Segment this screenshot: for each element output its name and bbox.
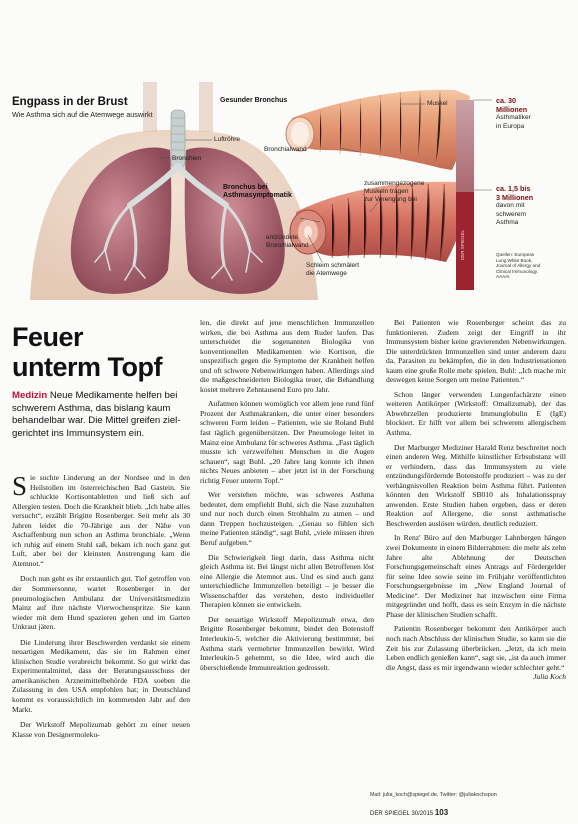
kicker: Medizin [12,390,48,401]
stat-europe [496,97,531,131]
author: Julia Koch [533,672,566,682]
stat-severe-label-2: schwerem [496,210,527,218]
paragraph: Die Linderung ihrer Beschwerden verdankt sie einem neuartigen Medikament, das sie im Rahmen einer klinischen Studie verabreicht bekommt. So gut wirkt das Experimentalmittel, dass der Beratungsausschuss der amerikanischen Arzneimittelbehörde FDA soeben die Zulassung in den USA empfohlen hat; in Deutschland kommt es voraussichtlich im kommenden Jahr auf den Markt. [12,637,190,714]
headline [12,322,162,382]
lead-paragraph [12,390,188,440]
magazine-issue: DER SPIEGEL 30/2015 [370,811,434,817]
article-column-2 [200,318,374,672]
graphic-credit: DER SPIEGEL [460,229,465,260]
stat-severe-value-2: 3 Millionen [496,192,534,202]
label-mucus-2: die Atemwege [306,270,347,277]
page-footer [370,808,448,817]
paragraph: Die Schwierigkeit liegt darin, dass Asthma nicht gleich Asthma ist. Bei längst nicht allen Betroffenen löst eine Allergie die Atemnot aus. Und es sind auch ganz unterschiedliche Immunzellen beteiligt – je besser die Wissenschaftler das verstehen, desto individueller Therapien können sie entwickeln. [200,552,374,610]
label-contracted-3: zur Verengung bei [364,196,417,203]
source-line: Clinical Immunology, [496,268,539,274]
graphic-source [496,252,540,280]
label-healthy-bronchus: Gesunder Bronchus [220,97,288,104]
label-contracted-2: Muskeln tragen [364,188,409,195]
label-inflamed-2: Bronchialwand [266,242,309,249]
paragraph: Der neuartige Wirkstoff Mepolizumab etwa, den Brigitte Rosenberger bekommt, bindet den Botenstoff Interleukin-5, welcher die Aktivierung bestimmter, bei Asthma stark vermehrter Immunzellen bewirkt. Wird Interleukin-5 gehemmt, so die Idee, wird auch die überschießende Immunreaktion gedrosselt. [200,614,374,672]
label-contracted-1: zusammengezogene [364,180,425,187]
stat-europe-value-2: Millionen [496,104,528,114]
page-number: 103 [434,808,449,817]
article-column-3 [386,318,566,682]
paragraph: Doch nun geht es ihr erstaunlich gut. Tief getroffen von der Sommersonne, wartet Rosenberger in der pneumologischen Ambulanz der Universitätsmedizin Mainz auf ihre nächste Vierwochenspritze. Sie kann wieder mit dem Hund spazieren gehen und im Garten Unkraut jäten. [12,574,190,632]
stat-europe-label-1: Asthmatiker [496,114,531,121]
stat-europe-label-2: in Europa [496,122,525,130]
paragraph: Bei Patienten wie Rosenberger scheint das zu funktionieren. Zudem zeigt der Eingriff in ihr Immunsystem bisher keine gravierenden Nebenwirkungen. Die unterdrückten Immunzellen sind unter anderem dazu da, Parasiten zu bekämpfen, die in den Industrienationen kaum eine große Rolle mehr spielen. Buhl: „Ich mache mir deswegen keine Sorgen um meine Patienten.“ [386,318,566,385]
article-column-1 [12,473,190,739]
label-mucus-1: Schleim schmälert [306,262,360,269]
label-bronchi: Bronchien [172,155,202,162]
paragraph: Patientin Rosenberger bekommt den Antikörper auch noch nach Abschluss der klinischen Studie, so kann sie die Zeit bis zur Zulassung überbrücken. „Jetzt, da ich mein Leben endlich genießen kann“, sagt sie, „ist da auch immer die Angst, dass es mir irgendwann wieder schlechter geht.“ [386,624,566,672]
headline-line-2: unterm Topf [12,352,162,382]
stat-europe-value-1: ca. 30 [496,96,516,105]
source-line: Quellen: European [496,252,535,257]
stat-severe [496,185,533,228]
paragraph: Wer verstehen möchte, was schweres Asthma bedeutet, dem empfiehlt Buhl, sich die Nase zuzuhalten und nur noch durch einen Strohhalm zu atmen – und dann Treppen hochzusteigen. „Genau so fühlen sich meine Patienten ständig“, sagt Buhl, „viele müssen ihren Beruf aufgeben.“ [200,490,374,548]
paragraph: Schon länger verwenden Lungenfachärzte einen weiteren Antikörper (Wirkstoff: Omalizumab), der das Abwehrzellen produzierte Immunglobulin E (IgE) blockiert. Er hilft vor allem bei schwerem allergischem Asthma. [386,389,566,438]
stat-severe-label-3: Asthma [496,219,519,226]
label-trachea: Luftröhre [214,136,241,143]
paragraph: Der Wirkstoff Mepolizumab gehört zu einer neuen Klasse von Designermoleku- [12,720,190,739]
paragraph: Aufatmen können womöglich vor allem jene rund fünf Prozent der Asthmakranken, die unter einer besonders schweren Form leiden – Patienten, wie sie Roland Buhl fast täglich gegenübersitzen. Der Pneumologe leitet in Mainz eine Ambulanz für schweres Asthma. „Fast täglich musste ich verzweifelten Menschen in die Augen schauen“, sagt Buhl. „20 Jahre lang konnte ich ihnen nichts Neues anbieten – aber jetzt ist in der Forschung richtig Feuer unterm Topf.“ [200,399,374,485]
paragraph: ie suchte Linderung an der Nordsee und in den Heilstollen im österreichischen Bad Gastein. Sie schluckte Kortisontabletten und ließ sich auf Allergien testen. Doch die Krankheit blieb. „Ich habe alles versucht“, erzählt Brigitte Rosenberger. Seit mehr als 30 Jahren leidet die 70-Jährige aus der Nähe von Aschaffenburg nun schon an Asthma bronchiale. „Wenn ich ruhig auf einem Stuhl saß, bekam ich noch ganz gut Luft, aber bei der kleinsten Anstrengung kam die Atemnot.“ [12,473,190,568]
graphic-subtitle: Wie Asthma sich auf die Atemwege auswirkt [12,110,153,119]
label-bronchial-wall: Bronchialwand [264,146,307,153]
author-contact: Mail: julia_koch@spiegel.de, Twitter: @juliakochspon [370,792,497,798]
label-asthma-bronchus-2: Asthmasymptomatik [223,192,292,199]
label-muscle: Muskel [427,100,448,107]
lead-text: Neue Medikamente helfen bei schwerem Asthma, das bislang kaum behandelbar war. Die Mittel greifen zielgerichtet ins Immunsystem ein. [12,390,181,439]
label-inflamed-1: entzündete [266,234,299,241]
source-line: Lung White Book, [496,257,533,263]
headline-line-1: Feuer [12,322,84,352]
source-line: AAAAI [496,274,510,280]
paragraph: In Renz' Büro auf den Marburger Lahnbergen hängen zwei Dokumente in einem Bilderrahmen: die mehr als zehn Jahre alte Ablehnung der Deutschen Forschungsgemeinschaft eines Antrags auf Fördergelder für seine Idee sowie seine im Frühjahr veröffentlichten Forschungsergebnisse im „New England Journal of Medicine“. Der Mediziner hat inzwischen eine Firma mitgegründet und hofft, dass es sein Enzym in die nächste Phase der klinischen Studien schafft. [386,533,566,619]
paragraph: Der Marburger Mediziner Harald Renz beschreitet noch einen anderen Weg. Mithilfe künstlicher Erbsubstanz will er verhindern, dass das Immunsystem zu viele entzündungsfördernde Botenstoffe produziert – was zu der verhängnisvollen Reaktion beim Asthma führt. Patienten könnten den Wirkstoff SB010 als Inhalationsspray anwenden. Erste Studien haben ergeben, dass er deren Reaktion auf Allergene, die sonst asthmatische Beschwerden auslösen würden, deutlich reduziert. [386,442,566,528]
paragraph: len, die direkt auf jene menschlichen Immunzellen wirken, die bei Asthma aus dem Ruder laufen. Das unterscheidet die sogenannten Biologika von konventionellen Medikamenten wie Kortison, die unspezifisch gegen die Symptome der Krankheit helfen und oft schwere Nebenwirkungen haben. Allerdings sind die maßgeschneiderten Biologika teuer, die Behandlung kostet mehrere Zehntausend Euro pro Jahr. [200,318,374,394]
stat-severe-label-1: davon mit [496,202,525,209]
graphic-title: Engpass in der Brust [12,96,128,108]
stat-severe-value-1: ca. 1,5 bis [496,184,531,193]
drop-cap: S [12,471,28,501]
source-line: Journal of Allergy and [496,263,541,269]
label-asthma-bronchus-1: Bronchus bei [223,184,268,191]
